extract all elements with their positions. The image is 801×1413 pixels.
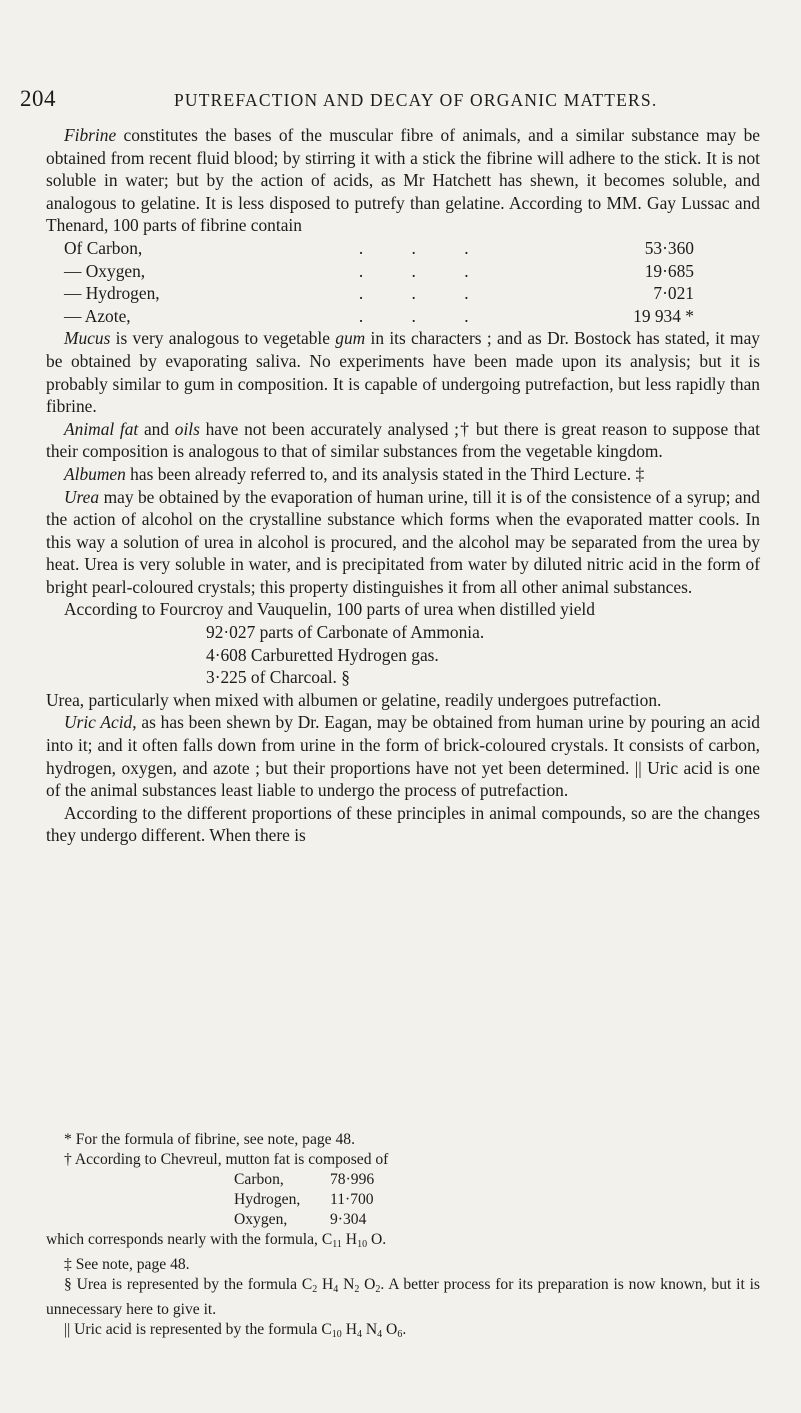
composition-value: 19·685 (644, 260, 694, 281)
fourcroy-paragraph: According to Fourcroy and Vauquelin, 100 parts of urea when distilled yield (64, 599, 595, 620)
fibrine-composition-table (64, 237, 704, 327)
footnote-section (46, 1275, 760, 1320)
urea-text: may be obtained by the evaporation of human urine, till it is of the consistence of a syrup; and the action of alcohol on the crystalline substance which forms when the evaporated matter cools. In this way a solution of urea in alcohol is procured, and the alcohol may be separated from the urea by heat. Urea is very soluble in water, and is precipitated from water by diluted nitric acid in the form of bright pearl-coloured crystals; this property distinguishes it from all other animal substances. (46, 486, 760, 597)
fat-and: and (138, 418, 175, 439)
composition-dots: . . . (358, 305, 491, 326)
mucus-text-2: in its characters ; and as Dr. Bostock has stated, it may be obtained by evaporating saliva. No experiments have been made upon its analysis; but it is probably similar to gum in composition. It is capable of undergoing putrefaction, but less rapidly than fibrine. (46, 328, 760, 417)
mutton-fat-table (234, 1170, 760, 1230)
uric-text: , as has been shewn by Dr. Eagan, may be obtained from human urine by pouring an acid into it; and it often falls down from urine in the form of brick-coloured crystals. It consists of carbon, hydrogen, oxygen, and azote ; but their proportions have not yet been determined. || Uric acid is one of the animal substances least liable to undergo the process of putrefaction. (46, 712, 761, 801)
closing-paragraph: According to the different proportions of these principles in animal compounds, so are the changes they undergo different. When there is (46, 802, 760, 846)
formula-text: which corresponds nearly with the formula, C (46, 1231, 333, 1248)
composition-row (64, 305, 704, 328)
footnotes (46, 1130, 760, 1345)
footnote-parallel (46, 1320, 760, 1345)
composition-value: 53·360 (644, 237, 694, 258)
fibrine-text: constitutes the bases of the muscular fibre of animals, and a similar substance may be obtained from recent fluid blood; by stirring it with a stick the fibrine will adhere to the stick. It is not soluble in water; but by the action of acids, as Mr Hatchett has shewn, it becomes soluble, and analogous to gelatine. It is less disposed to putrefy than gelatine. According to MM. Gay Lussac and Thenard, 100 parts of fibrine contain (46, 125, 760, 236)
subscript: 4 (356, 1329, 362, 1340)
term-uric-acid: Uric Acid (64, 712, 133, 733)
formula-text: N (338, 1276, 355, 1293)
formula-text: . (402, 1321, 407, 1338)
yield-line: 92·027 parts of Carbonate of Ammonia. (206, 622, 485, 643)
mutton-value: 9·304 (330, 1211, 367, 1228)
mutton-row (234, 1170, 760, 1190)
term-mucus: Mucus (64, 328, 111, 349)
footnote-ddagger: ‡ See note, page 48. (64, 1256, 190, 1273)
term-animal-fat: Animal fat (64, 418, 139, 439)
albumen-paragraph (46, 463, 760, 486)
mutton-row (234, 1210, 760, 1230)
composition-value: 7·021 (653, 283, 694, 304)
yield-line: 4·608 Carburetted Hydrogen gas. (206, 644, 439, 665)
subscript: 11 (332, 1239, 342, 1250)
formula-text: N (361, 1321, 378, 1338)
formula-text: O. (367, 1231, 387, 1248)
formula-text: H (341, 1231, 358, 1248)
formula-text: || Uric acid is represented by the formula C (64, 1321, 332, 1338)
page-header (20, 86, 780, 118)
subscript: 4 (377, 1329, 383, 1340)
body-text (46, 124, 760, 847)
composition-label: — Azote, (64, 305, 131, 326)
formula-text: H (317, 1276, 334, 1293)
composition-dots: . . . (358, 260, 491, 281)
composition-row (64, 260, 704, 283)
yield-line: 3·225 of Charcoal. § (206, 667, 350, 688)
footnote-formula (46, 1230, 760, 1255)
mucus-paragraph (46, 327, 760, 417)
formula-text: H (341, 1321, 357, 1338)
mutton-value: 11·700 (330, 1191, 374, 1208)
composition-value: 19 934 * (633, 305, 694, 326)
footnote-star: * For the formula of fibrine, see note, page 48. (64, 1131, 355, 1148)
term-urea: Urea (64, 486, 100, 507)
subscript: 4 (333, 1284, 339, 1295)
term-oils: oils (174, 418, 200, 439)
urea-paragraph (46, 486, 760, 599)
mucus-text-1: is very analogous to vegetable (110, 328, 336, 349)
mutton-key: Carbon, (234, 1171, 284, 1188)
urea-putrefaction: Urea, particularly when mixed with albumen or gelatine, readily undergoes putrefaction. (46, 689, 662, 710)
composition-label: — Hydrogen, (64, 283, 160, 304)
composition-label: Of Carbon, (64, 237, 143, 258)
term-albumen: Albumen (64, 463, 126, 484)
page-number: 204 (20, 86, 56, 111)
uric-paragraph (46, 711, 760, 801)
mutton-key: Oxygen, (234, 1211, 288, 1228)
formula-text: § Urea is represented by the formula C (64, 1276, 313, 1293)
fibrine-paragraph (46, 124, 760, 237)
subscript: 6 (397, 1329, 403, 1340)
albumen-text: has been already referred to, and its analysis stated in the Third Lecture. ‡ (125, 463, 645, 484)
mutton-row (234, 1190, 760, 1210)
mutton-value: 78·996 (330, 1171, 375, 1188)
subscript: 2 (375, 1284, 381, 1295)
mutton-key: Hydrogen, (234, 1191, 301, 1208)
running-title: PUTREFACTION AND DECAY OF ORGANIC MATTERS. (174, 90, 658, 110)
fat-text: have not been accurately analysed ;† but there is great reason to suppose that their composition is analogous to that of similar substances from the vegetable kingdom. (46, 418, 761, 462)
formula-text: O (382, 1321, 398, 1338)
formula-text: O (359, 1276, 376, 1293)
footnote-dagger: † According to Chevreul, mutton fat is composed of (64, 1151, 389, 1168)
composition-dots: . . . (358, 283, 491, 304)
formula-text: . A better process for its preparation is now known, but it is unnecessary here to give it. (46, 1276, 760, 1318)
term-fibrine: Fibrine (64, 125, 117, 145)
composition-dots: . . . (358, 237, 491, 258)
composition-label: — Oxygen, (64, 260, 146, 281)
composition-row (64, 237, 704, 260)
composition-row (64, 282, 704, 305)
term-gum: gum (335, 328, 366, 349)
subscript: 10 (357, 1239, 368, 1250)
subscript: 10 (331, 1329, 342, 1340)
urea-yield-list (206, 621, 760, 689)
subscript: 2 (354, 1284, 360, 1295)
subscript: 2 (312, 1284, 318, 1295)
fat-paragraph (46, 418, 760, 463)
